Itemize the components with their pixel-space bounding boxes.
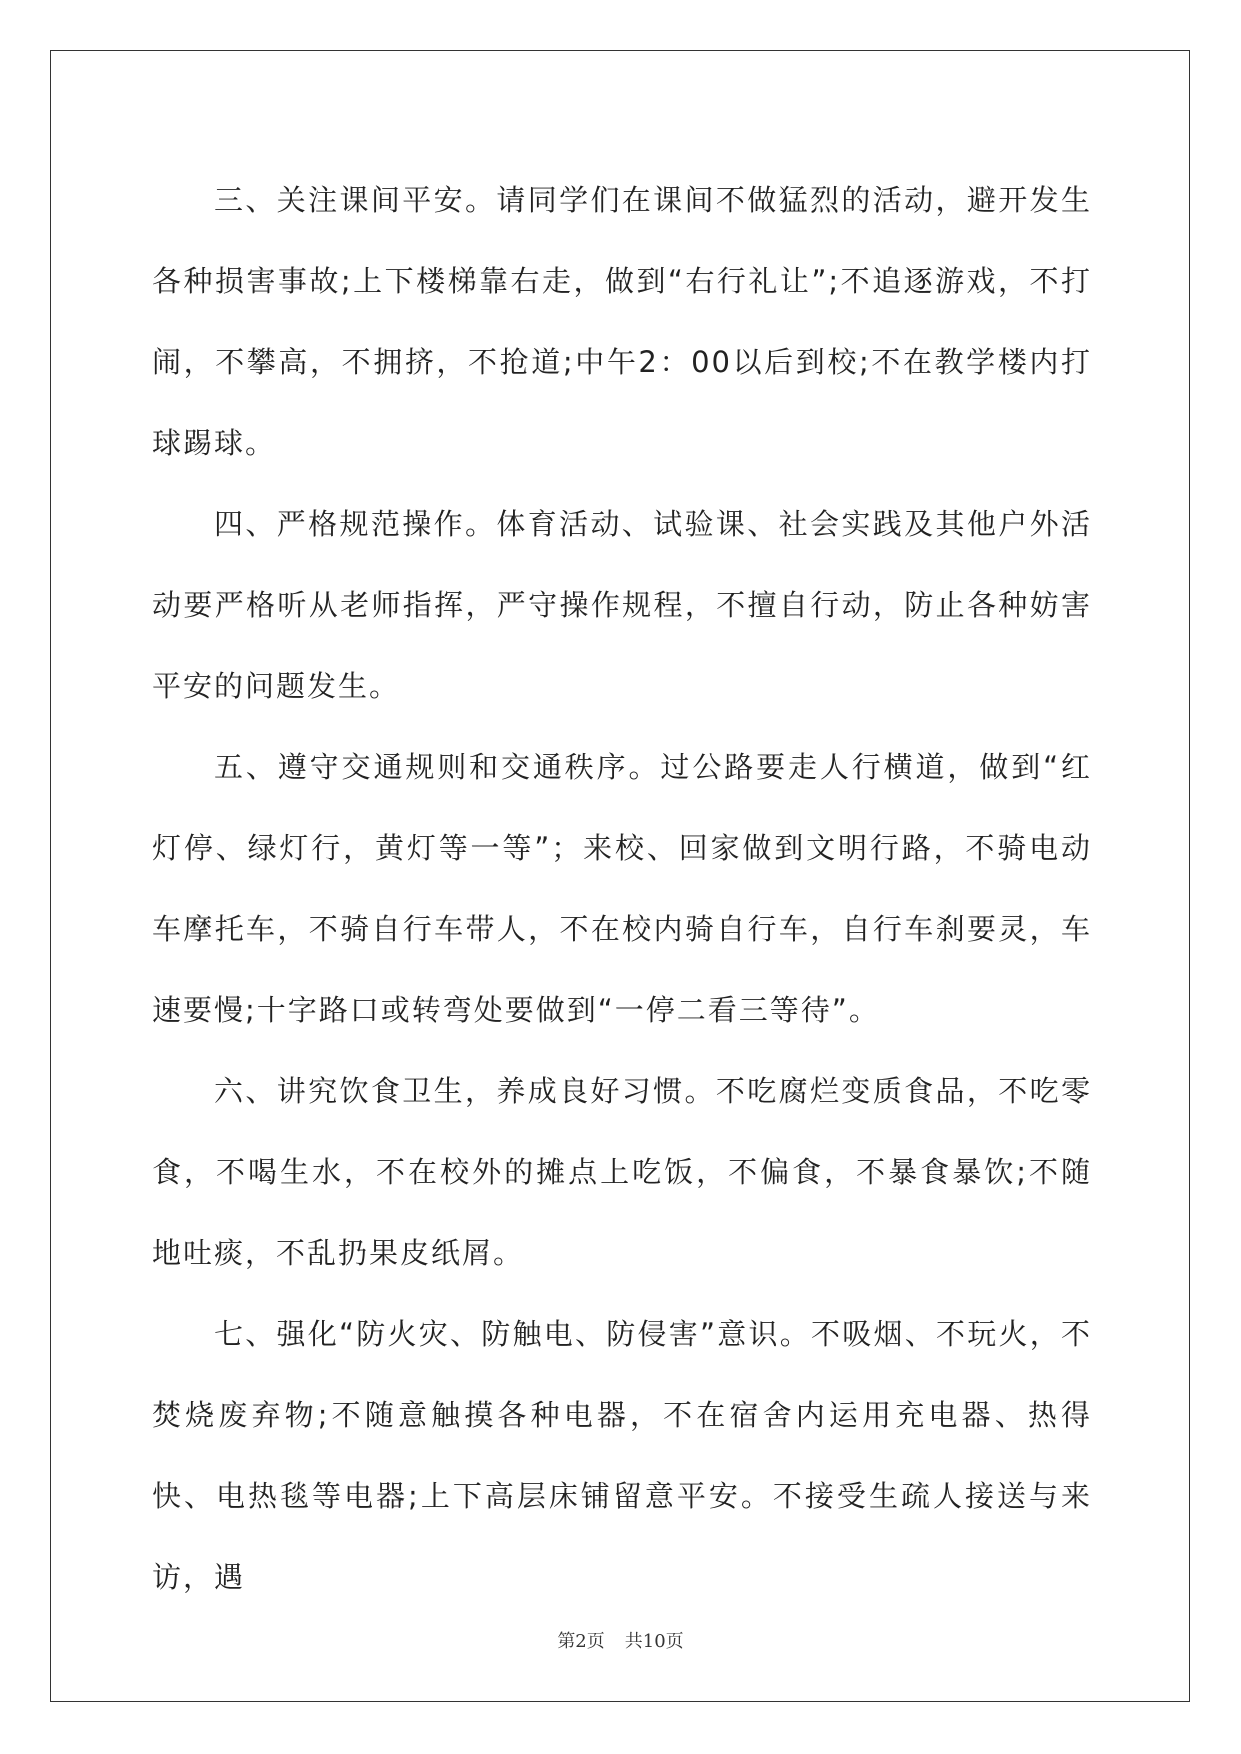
page-total: 共10页 — [624, 1631, 684, 1652]
paragraph-safety-between-classes: 三、关注课间平安。请同学们在课间不做猛烈的活动，避开发生各种损害事故;上下楼梯靠右走，做到“右行礼让”;不追逐游戏，不打闹，不攀高，不拥挤，不抢道;中午2：00以后到校;不在教学楼内打球踢球。 — [152, 183, 1092, 460]
page-number: 第2页 — [557, 1631, 605, 1652]
paragraph-fire-electric-safety: 七、强化“防火灾、防触电、防侵害”意识。不吸烟、不玩火，不焚烧废弃物;不随意触摸各种电器，不在宿舍内运用充电器、热得快、电热毯等电器;上下高层床铺留意平安。不接受生疏人接送与来访，遇 — [152, 1317, 1092, 1594]
paragraph-food-hygiene: 六、讲究饮食卫生，养成良好习惯。不吃腐烂变质食品，不吃零食，不喝生水，不在校外的摊点上吃饭，不偏食，不暴食暴饮;不随地吐痰，不乱扔果皮纸屑。 — [152, 1074, 1092, 1270]
paragraph-standard-operation: 四、严格规范操作。体育活动、试验课、社会实践及其他户外活动要严格听从老师指挥，严守操作规程，不擅自行动，防止各种妨害平安的问题发生。 — [152, 507, 1092, 703]
page-footer — [0, 1627, 1241, 1653]
paragraph-traffic-rules: 五、遵守交通规则和交通秩序。过公路要走人行横道，做到“红灯停、绿灯行，黄灯等一等”；来校、回家做到文明行路，不骑电动车摩托车，不骑自行车带人，不在校内骑自行车，自行车刹要灵，车速要慢;十字路口或转弯处要做到“一停二看三等待”。 — [152, 750, 1092, 1027]
document-body — [152, 160, 1092, 1618]
